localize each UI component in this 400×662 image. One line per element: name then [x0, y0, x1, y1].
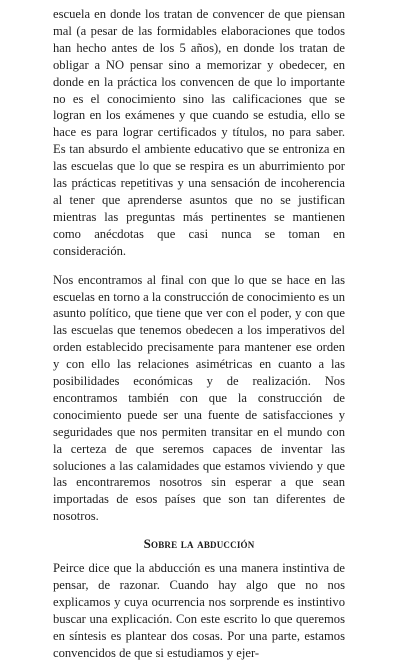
body-paragraph: escuela en donde los tratan de convencer de que piensan mal (a pesar de las formidables elaboraciones que todos han hecho antes de los 5 años), en donde los tratan de obligar a NO pensar sino a memorizar y obedecer, en donde en la práctica los convencen de que lo importante no es el conocimiento sino las calificaciones que se logran en los exámenes y que cuando se estudia, ello se hace es para lograr certificados y títulos, no para saber. Es tan absurdo el ambiente educativo que se entroniza en las escuelas que lo que se respira es un aburrimiento por las prácticas repetitivas y una sensación de incoherencia al tener que aprenderse asuntos que no se justifican mientras las preguntas más pertinentes se mantienen como anécdotas que casi nunca se toman en consideración.	[53, 7, 345, 258]
body-paragraph: Nos encontramos al final con que lo que se hace en las escuelas en torno a la construcción de conocimiento es un asunto político, que tiene que ver con el poder, y con que las escuelas que tenemos obedecen a los imperativos del orden establecido precisamente para mantener ese orden y con ello las relaciones asimétricas en cuanto a las posibilidades económicas y de realización. Nos encontramos también con que la construcción de conocimiento puede ser una fuente de satisfacciones y seguridades que nos permiten transitar en el mundo con la certeza de que seremos capaces de inventar las soluciones a las calamidades que estamos viviendo y que las encontraremos nosotros sin esperar a que sean importadas de esos países que son tan diferentes de nosotros.	[53, 272, 345, 524]
body-paragraph: Peirce dice que la abducción es una manera instintiva de pensar, de razonar. Cuando hay algo que no nos explicamos y cuya ocurrencia nos sorprende es instintivo buscar una explicación. Con este escrito lo que queremos en síntesis es plantear dos cosas. Por una parte, estamos convencidos de que si estudiamos y ejer-	[53, 561, 345, 660]
book-page	[53, 6, 345, 662]
section-heading: Sobre la abducción	[143, 536, 255, 552]
